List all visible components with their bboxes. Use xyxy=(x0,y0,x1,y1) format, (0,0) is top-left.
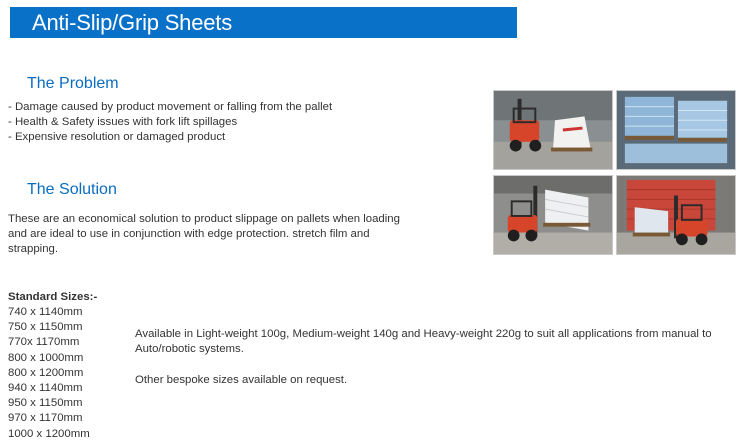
problem-heading: The Problem xyxy=(27,75,119,92)
list-item: 1000 x 1200mm xyxy=(8,427,90,440)
forklift-warehouse-door-photo xyxy=(616,175,736,255)
list-item: 970 x 1170mm xyxy=(8,412,83,425)
bespoke-text: Other bespoke sizes available on request. xyxy=(135,374,348,386)
standard-sizes-list xyxy=(8,305,90,442)
standard-sizes-heading: Standard Sizes:- xyxy=(8,291,98,303)
list-item: - Expensive resolution or damaged product xyxy=(8,131,226,143)
forklift-bulk-bag-photo xyxy=(493,90,613,170)
list-item: - Health & Safety issues with fork lift spillages xyxy=(8,116,238,128)
list-item: 750 x 1150mm xyxy=(8,321,83,334)
problem-list xyxy=(8,100,332,145)
availability-text: Available in Light-weight 100g, Medium-weight 140g and Heavy-weight 220g to suit all applications from manual to Auto/robotic systems. xyxy=(135,328,712,355)
list-item: 950 x 1150mm xyxy=(8,397,83,410)
page-title-bar xyxy=(10,7,517,38)
list-item: 770x 1170mm xyxy=(8,336,80,349)
list-item: 800 x 1200mm xyxy=(8,366,84,379)
page-title: Anti-Slip/Grip Sheets xyxy=(32,10,232,35)
list-item: 940 x 1140mm xyxy=(8,382,83,395)
solution-heading: The Solution xyxy=(27,181,117,198)
list-item: 800 x 1000mm xyxy=(8,351,84,364)
forklift-white-pallet-photo xyxy=(493,175,613,255)
list-item: - Damage caused by product movement or falling from the pallet xyxy=(8,101,333,113)
solution-text: These are an economical solution to product slippage on pallets when loading and are ideal to use in conjunction with edge protection. stretch film and strapping. xyxy=(8,213,400,255)
bottled-water-pallets-photo xyxy=(616,90,736,170)
list-item: 740 x 1140mm xyxy=(8,306,83,318)
